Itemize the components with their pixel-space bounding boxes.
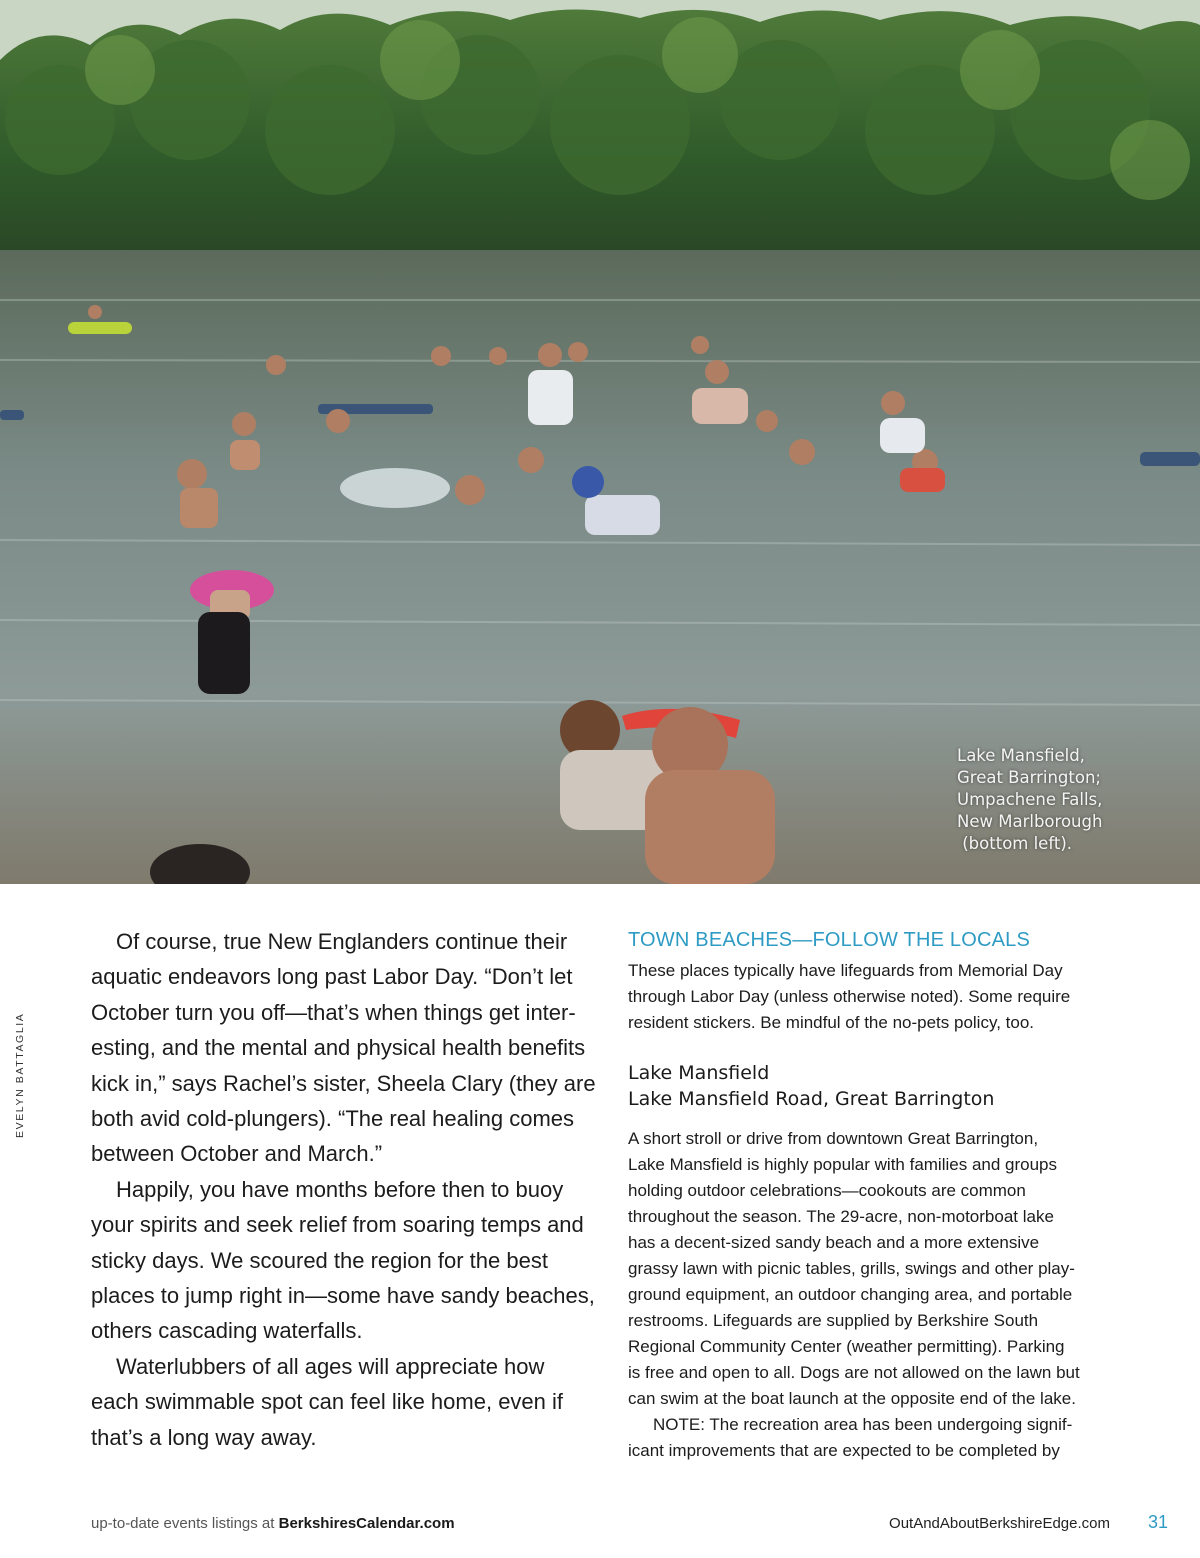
caption-line: (bottom left).	[957, 834, 1073, 853]
article-line: kick in,” says Rachel’s sister, Sheela Clary (they are	[91, 1070, 596, 1096]
footer-left-site: BerkshiresCalendar.com	[278, 1515, 455, 1532]
caption-line: Lake Mansfield,	[957, 746, 1085, 765]
caption-line: Great Barrington;	[957, 768, 1101, 787]
body-line: Lake Mansfield is highly popular with families and groups	[628, 1155, 1058, 1174]
footer-site-link[interactable]: OutAndAboutBerkshireEdge.com	[889, 1515, 1110, 1532]
article-line: aquatic endeavors long past Labor Day. “Don’t let	[91, 964, 573, 990]
body-line: throughout the season. The 29-acre, non-motorboat lake	[628, 1207, 1054, 1226]
caption-line: Umpachene Falls,	[957, 790, 1103, 809]
body-line: grassy lawn with picnic tables, grills, swings and other play-	[628, 1259, 1075, 1278]
article-line: between October and March.”	[91, 1141, 383, 1167]
article-line: Happily, you have months before then to buoy	[116, 1176, 564, 1202]
section-intro	[628, 958, 1128, 1036]
article-body	[91, 924, 601, 1455]
place-description	[628, 1126, 1128, 1464]
body-line: ground equipment, an outdoor changing area, and portable	[628, 1285, 1073, 1304]
note-line: NOTE: The recreation area has been undergoing signif-	[653, 1415, 1073, 1434]
intro-line: These places typically have lifeguards from Memorial Day	[628, 961, 1063, 980]
body-line: has a decent-sized sandy beach and a more extensive	[628, 1233, 1040, 1252]
article-line: others cascading waterfalls.	[91, 1318, 363, 1344]
intro-line: through Labor Day (unless otherwise noted). Some require	[628, 987, 1071, 1006]
article-line: both avid cold-plungers). “The real healing comes	[91, 1106, 575, 1132]
footer-events-link[interactable]	[91, 1515, 455, 1532]
article-line: October turn you off—that’s when things get inter-	[91, 999, 576, 1025]
article-line: sticky days. We scoured the region for the best	[91, 1247, 548, 1273]
photo-credit: EVELYN BATTAGLIA	[14, 1012, 26, 1138]
article-line: Waterlubbers of all ages will appreciate how	[116, 1353, 545, 1379]
body-line: Regional Community Center (weather permitting). Parking	[628, 1337, 1065, 1356]
photo-caption	[957, 745, 1192, 855]
article-line: esting, and the mental and physical health benefits	[91, 1035, 586, 1061]
body-line: restrooms. Lifeguards are supplied by Berkshire South	[628, 1311, 1039, 1330]
body-line: holding outdoor celebrations—cookouts are common	[628, 1181, 1026, 1200]
note-line: icant improvements that are expected to be completed by	[628, 1441, 1060, 1460]
caption-line: New Marlborough	[957, 812, 1103, 831]
article-line: places to jump right in—some have sandy beaches,	[91, 1283, 595, 1309]
article-line: your spirits and seek relief from soaring temps and	[91, 1212, 584, 1238]
body-line: A short stroll or drive from downtown Great Barrington,	[628, 1129, 1039, 1148]
body-line: can swim at the boat launch at the opposite end of the lake.	[628, 1389, 1076, 1408]
place-address: Lake Mansfield Road, Great Barrington	[628, 1088, 995, 1110]
footer-left-prefix: up-to-date events listings at	[91, 1515, 279, 1532]
section-heading: TOWN BEACHES—FOLLOW THE LOCALS	[628, 929, 1031, 951]
place-name: Lake Mansfield	[628, 1062, 770, 1084]
page-number: 31	[1147, 1512, 1168, 1532]
body-line: is free and open to all. Dogs are not allowed on the lawn but	[628, 1363, 1080, 1382]
article-line: each swimmable spot can feel like home, even if	[91, 1389, 564, 1415]
sidebar	[628, 926, 1128, 1464]
intro-line: resident stickers. Be mindful of the no-pets policy, too.	[628, 1013, 1034, 1032]
article-line: Of course, true New Englanders continue their	[116, 929, 568, 954]
article-line: that’s a long way away.	[91, 1424, 317, 1450]
